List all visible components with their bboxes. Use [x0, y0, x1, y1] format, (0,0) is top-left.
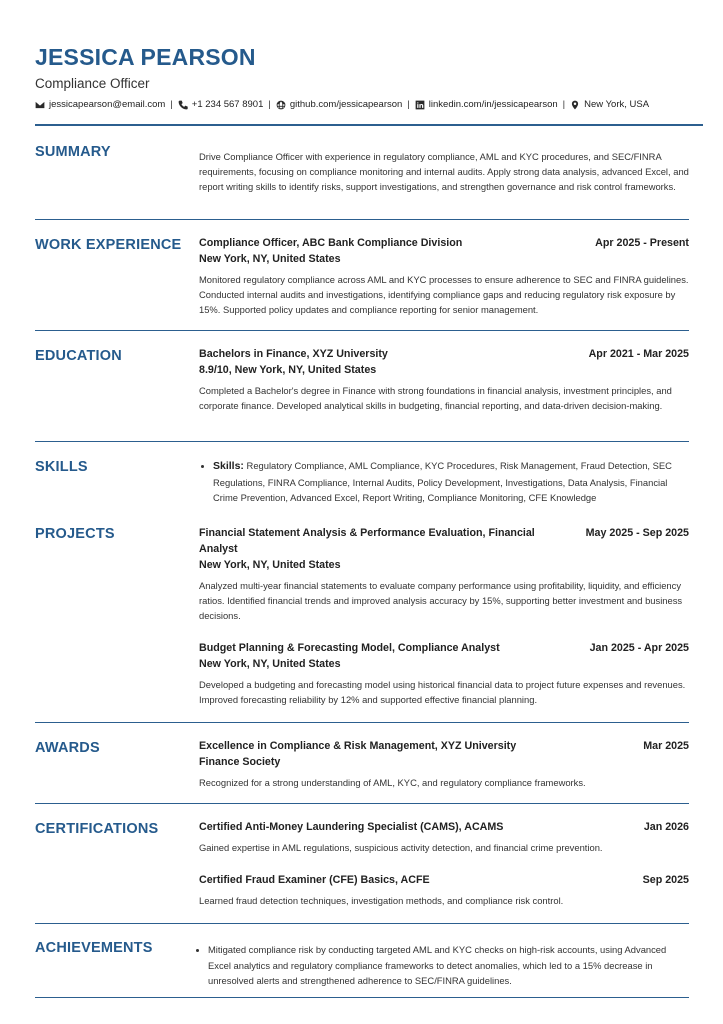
contact-bar [35, 99, 649, 110]
education-heading: EDUCATION [35, 348, 122, 364]
education-entry-location: 8.9/10, New York, NY, United States [199, 364, 377, 376]
award-entry-description: Recognized for a strong understanding of AML, KYC, and regulatory compliance frameworks. [199, 777, 586, 788]
contact-linkedin[interactable] [415, 99, 558, 110]
award-entry-date: Mar 2025 [643, 740, 689, 752]
project-entry-date: May 2025 - Sep 2025 [585, 527, 689, 539]
awards-section [35, 723, 689, 804]
work-entry-date: Apr 2025 - Present [595, 237, 689, 249]
certifications-section [35, 804, 689, 924]
contact-phone[interactable] [178, 99, 264, 110]
project-entry-title: Financial Statement Analysis & Performance Evaluation, Financial Analyst [199, 527, 535, 555]
education-entry-date: Apr 2021 - Mar 2025 [588, 348, 689, 360]
project-entry-description: Analyzed multi-year financial statements to evaluate company performance using profitability, liquidity, and efficiency ratios. Identified financial trends and improved analysis accuracy by 15%, supporting better investment and business decisions. [199, 580, 683, 621]
certification-entry [199, 872, 689, 908]
certification-entry [199, 819, 689, 855]
certification-entry-date: Jan 2026 [643, 821, 689, 833]
summary-section [35, 126, 689, 220]
education-entry-title: Bachelors in Finance, XYZ University [199, 348, 388, 360]
contact-separator: | [170, 99, 173, 110]
certifications-heading: CERTIFICATIONS [35, 821, 159, 837]
globe-icon [276, 100, 286, 110]
project-entry-description: Developed a budgeting and forecasting model using historical financial data to project future expenses and revenues. Improved forecasting reliability by 12% and supported effective financial planning. [199, 679, 686, 705]
project-entry-location: New York, NY, United States [199, 658, 341, 670]
award-entry [199, 738, 689, 790]
awards-heading: AWARDS [35, 740, 100, 756]
location-pin-icon [570, 100, 580, 110]
candidate-title: Compliance Officer [35, 76, 150, 91]
project-entry-location: New York, NY, United States [199, 559, 341, 571]
skills-text: Regulatory Compliance, AML Compliance, KYC Procedures, Risk Management, Fraud Detection, SEC Regulations, FINRA Compliance, Internal Audits, Policy Development, Investigations, Data Analysis, Financial Crime Prevention, Advanced Excel, Report Writing, Compliance Monitoring, CFE Knowledge [213, 460, 672, 503]
project-entry-title: Budget Planning & Forecasting Model, Compliance Analyst [199, 642, 500, 654]
award-entry-title: Excellence in Compliance & Risk Management, XYZ University Finance Society [199, 740, 517, 768]
work-experience-heading: WORK EXPERIENCE [35, 237, 182, 253]
contact-location [570, 99, 649, 110]
achievements-list [194, 942, 689, 989]
certification-entry-description: Learned fraud detection techniques, investigation methods, and compliance risk control. [199, 895, 564, 906]
contact-phone-text: +1 234 567 8901 [191, 99, 264, 110]
work-experience-section [35, 220, 689, 331]
summary-heading: SUMMARY [35, 144, 111, 160]
skills-heading: SKILLS [35, 459, 88, 475]
section-divider [35, 997, 689, 998]
envelope-icon [35, 100, 45, 110]
work-entry-description: Monitored regulatory compliance across AML and KYC processes to ensure adherence to SEC and FINRA guidelines. Conducted internal audits and investigations, identifying compliance gaps and reducing regulatory risk exposure by 15%. Supported policy updates and compliance reporting for senior management. [199, 274, 689, 315]
education-section [35, 331, 689, 442]
list-item [213, 458, 689, 506]
work-entry-title: Compliance Officer, ABC Bank Compliance Division [199, 237, 463, 249]
list-item: • Mitigated compliance risk by conducting targeted AML and KYC checks on high-risk accounts, using Advanced Excel analytics and regulatory compliance frameworks to detect anomalies, which led to a 15% decrease in unresolved alerts and strengthened adherence to SEC/FINRA guidelines. [208, 942, 689, 989]
achievements-heading: ACHIEVEMENTS [35, 940, 153, 956]
education-entry-description: Completed a Bachelor's degree in Finance with strong foundations in financial analysis, investment principles, and corporate finance. Developed analytical skills in budgeting, financial reporting, and data-driven decision-making. [199, 385, 672, 411]
contact-separator: | [407, 99, 410, 110]
certification-entry-description: Gained expertise in AML regulations, suspicious activity detection, and financial crime prevention. [199, 842, 603, 853]
contact-separator: | [268, 99, 271, 110]
contact-email-text: jessicapearson@email.com [49, 99, 166, 110]
certification-entry-title: Certified Anti-Money Laundering Specialist (CAMS), ACAMS [199, 821, 504, 833]
project-entry [199, 525, 689, 623]
project-entry-date: Jan 2025 - Apr 2025 [589, 642, 689, 654]
contact-github[interactable] [276, 99, 402, 110]
contact-linkedin-text: linkedin.com/in/jessicapearson [428, 99, 558, 110]
achievements-section [35, 924, 689, 998]
certification-entry-date: Sep 2025 [642, 874, 689, 886]
contact-location-text: New York, USA [584, 99, 650, 110]
contact-email[interactable] [35, 99, 165, 110]
certification-entry-title: Certified Fraud Examiner (CFE) Basics, ACFE [199, 874, 430, 886]
work-entry [199, 235, 689, 317]
work-entry-location: New York, NY, United States [199, 253, 341, 265]
projects-heading: PROJECTS [35, 526, 115, 542]
skills-label: Skills: [213, 460, 244, 472]
skills-section [35, 442, 689, 510]
phone-icon [178, 100, 188, 110]
linkedin-icon [415, 100, 425, 110]
summary-text: Drive Compliance Officer with experience in regulatory compliance, AML and KYC procedures, and SEC/FINRA requirements, focusing on compliance monitoring and internal audits. Apply strong data analysis, advanced Excel, and report writing skills to identify risks, support investigations, and strengthen governance and risk control frameworks. [199, 151, 689, 192]
contact-separator: | [562, 99, 566, 110]
projects-section [35, 510, 689, 723]
contact-github-text: github.com/jessicapearson [289, 99, 403, 110]
skills-list [199, 458, 689, 506]
project-entry [199, 640, 689, 707]
candidate-name: JESSICA PEARSON [35, 44, 256, 70]
education-entry [199, 346, 689, 413]
